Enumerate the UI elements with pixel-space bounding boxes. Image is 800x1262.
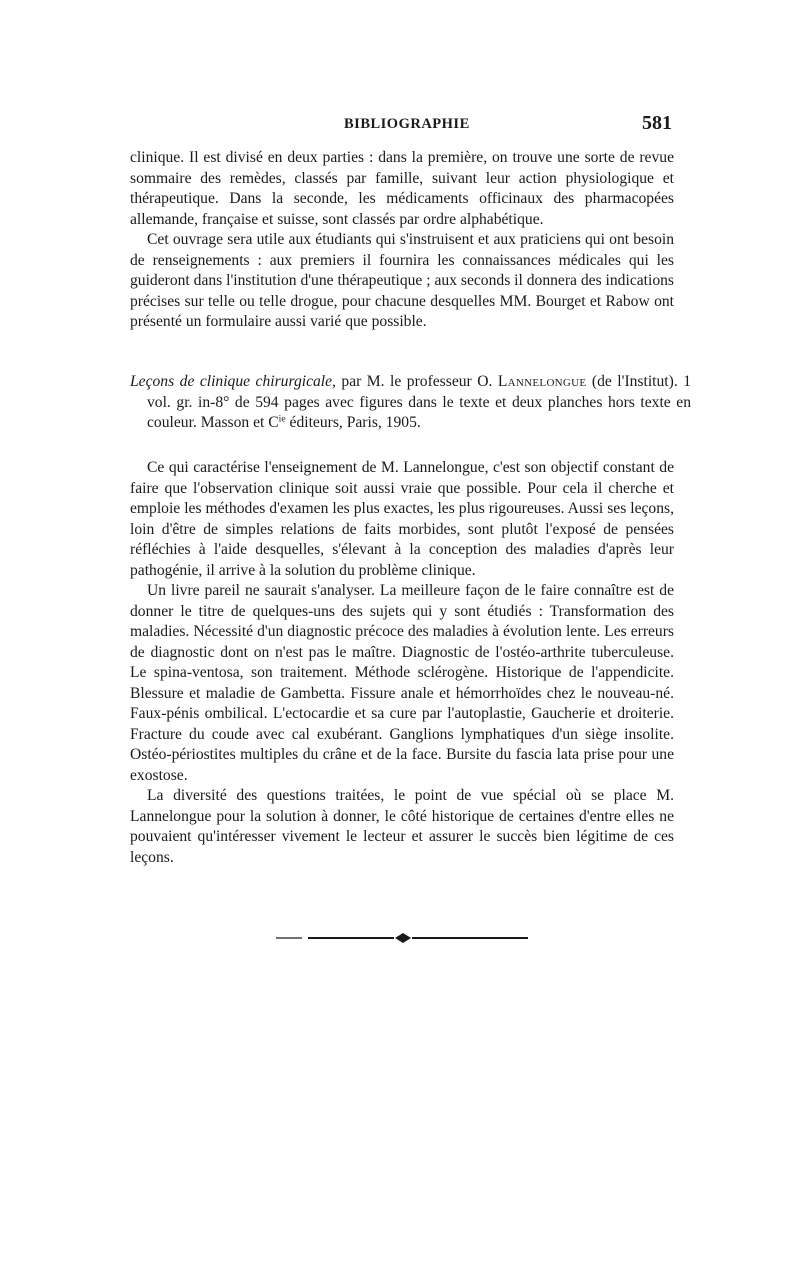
entry-by: par M. le professeur O. xyxy=(335,373,498,390)
entry-details-superscript: ie xyxy=(278,413,286,425)
diamond-rule-ornament-icon xyxy=(276,931,528,945)
entry-details-end: éditeurs, Paris, 1905. xyxy=(285,414,421,431)
review-paragraph-1: Ce qui caractérise l'enseignement de M. Lannelongue, c'est son objectif constant de faire que l'observation clinique soit aussi vraie que possible. Pour cela il cherche et emploie les méthodes d'examen les plus exactes, les plus rigoureuses. Aussi ses leçons, loin d'être de simples relations de faits morbides, sont plutôt l'exposé de pensées réfléchies à l'aide desquelles, s'élevant à la conception des maladies d'après leur pathogénie, il arrive à la solution du problème clinique. xyxy=(130,459,674,579)
page-header xyxy=(130,114,674,138)
bibliographic-entry xyxy=(130,372,691,434)
entry-details: (de l'Institut). 1 vol. gr. in-8° de 594 pages avec figures dans le texte et deux planches hors texte en couleur. Masson et C xyxy=(147,373,691,431)
book-title: Leçons de clinique chirurgicale, xyxy=(130,373,336,390)
review-paragraph-3: La diversité des questions traitées, le point de vue spécial où se place M. Lannelongue pour la solution à donner, le côté historique de certaines d'entre elles ne pouvaient qu'intéresser vivement le lecteur et assurer le succès bien légitime de ces leçons. xyxy=(130,787,674,866)
continuation-section xyxy=(130,148,674,333)
review-paragraph-2: Un livre pareil ne saurait s'analyser. La meilleure façon de le faire connaître est de donner le titre de quelques-uns des sujets qui y sont étudiés : Transformation des maladies. Nécessité d'un diagnostic précoce des maladies à évolution lente. Les erreurs de diagnostic dont on n'est pas le maître. Diagnostic de l'ostéo-arthrite tuberculeuse. Le spina-ventosa, son traitement. Méthode sclérogène. Historique de l'appendicite. Blessure et maladie de Gambetta. Fissure anale et hémorrhoïdes chez le nouveau-né. Faux-pénis ombilical. L'ectocardie et sa cure par l'autoplastie, Gaucherie et droiterie. Fracture du coude avec cal exubérant. Ganglions lymphatiques d'un siège insolite. Ostéo-périostites multiples du crâne et de la face. Bursite du fascia lata prise pour une exostose. xyxy=(130,582,674,784)
running-title: BIBLIOGRAPHIE xyxy=(344,116,470,132)
continuation-paragraph-2: Cet ouvrage sera utile aux étudiants qui s'instruisent et aux praticiens qui ont besoin de renseignements : aux premiers il fournira les connaissances médicales qui les guideront dans l'institution d'une thérapeutique ; aux seconds il donnera des indications précises sur telle ou telle drogue, pour chacune desquelles MM. Bourget et Rabow ont présenté un formulaire aussi varié que possible. xyxy=(130,231,674,330)
book-author: Lannelongue xyxy=(497,373,587,390)
page-number: 581 xyxy=(642,112,672,134)
continuation-paragraph-1: clinique. Il est divisé en deux parties : dans la première, on trouve une sorte de revue sommaire des remèdes, classés par famille, suivant leur action physiologique et thérapeutique. Dans la seconde, les médicaments officinaux des pharmacopées allemande, française et suisse, sont classés par ordre alphabétique. xyxy=(130,149,674,228)
review-section xyxy=(130,458,674,868)
